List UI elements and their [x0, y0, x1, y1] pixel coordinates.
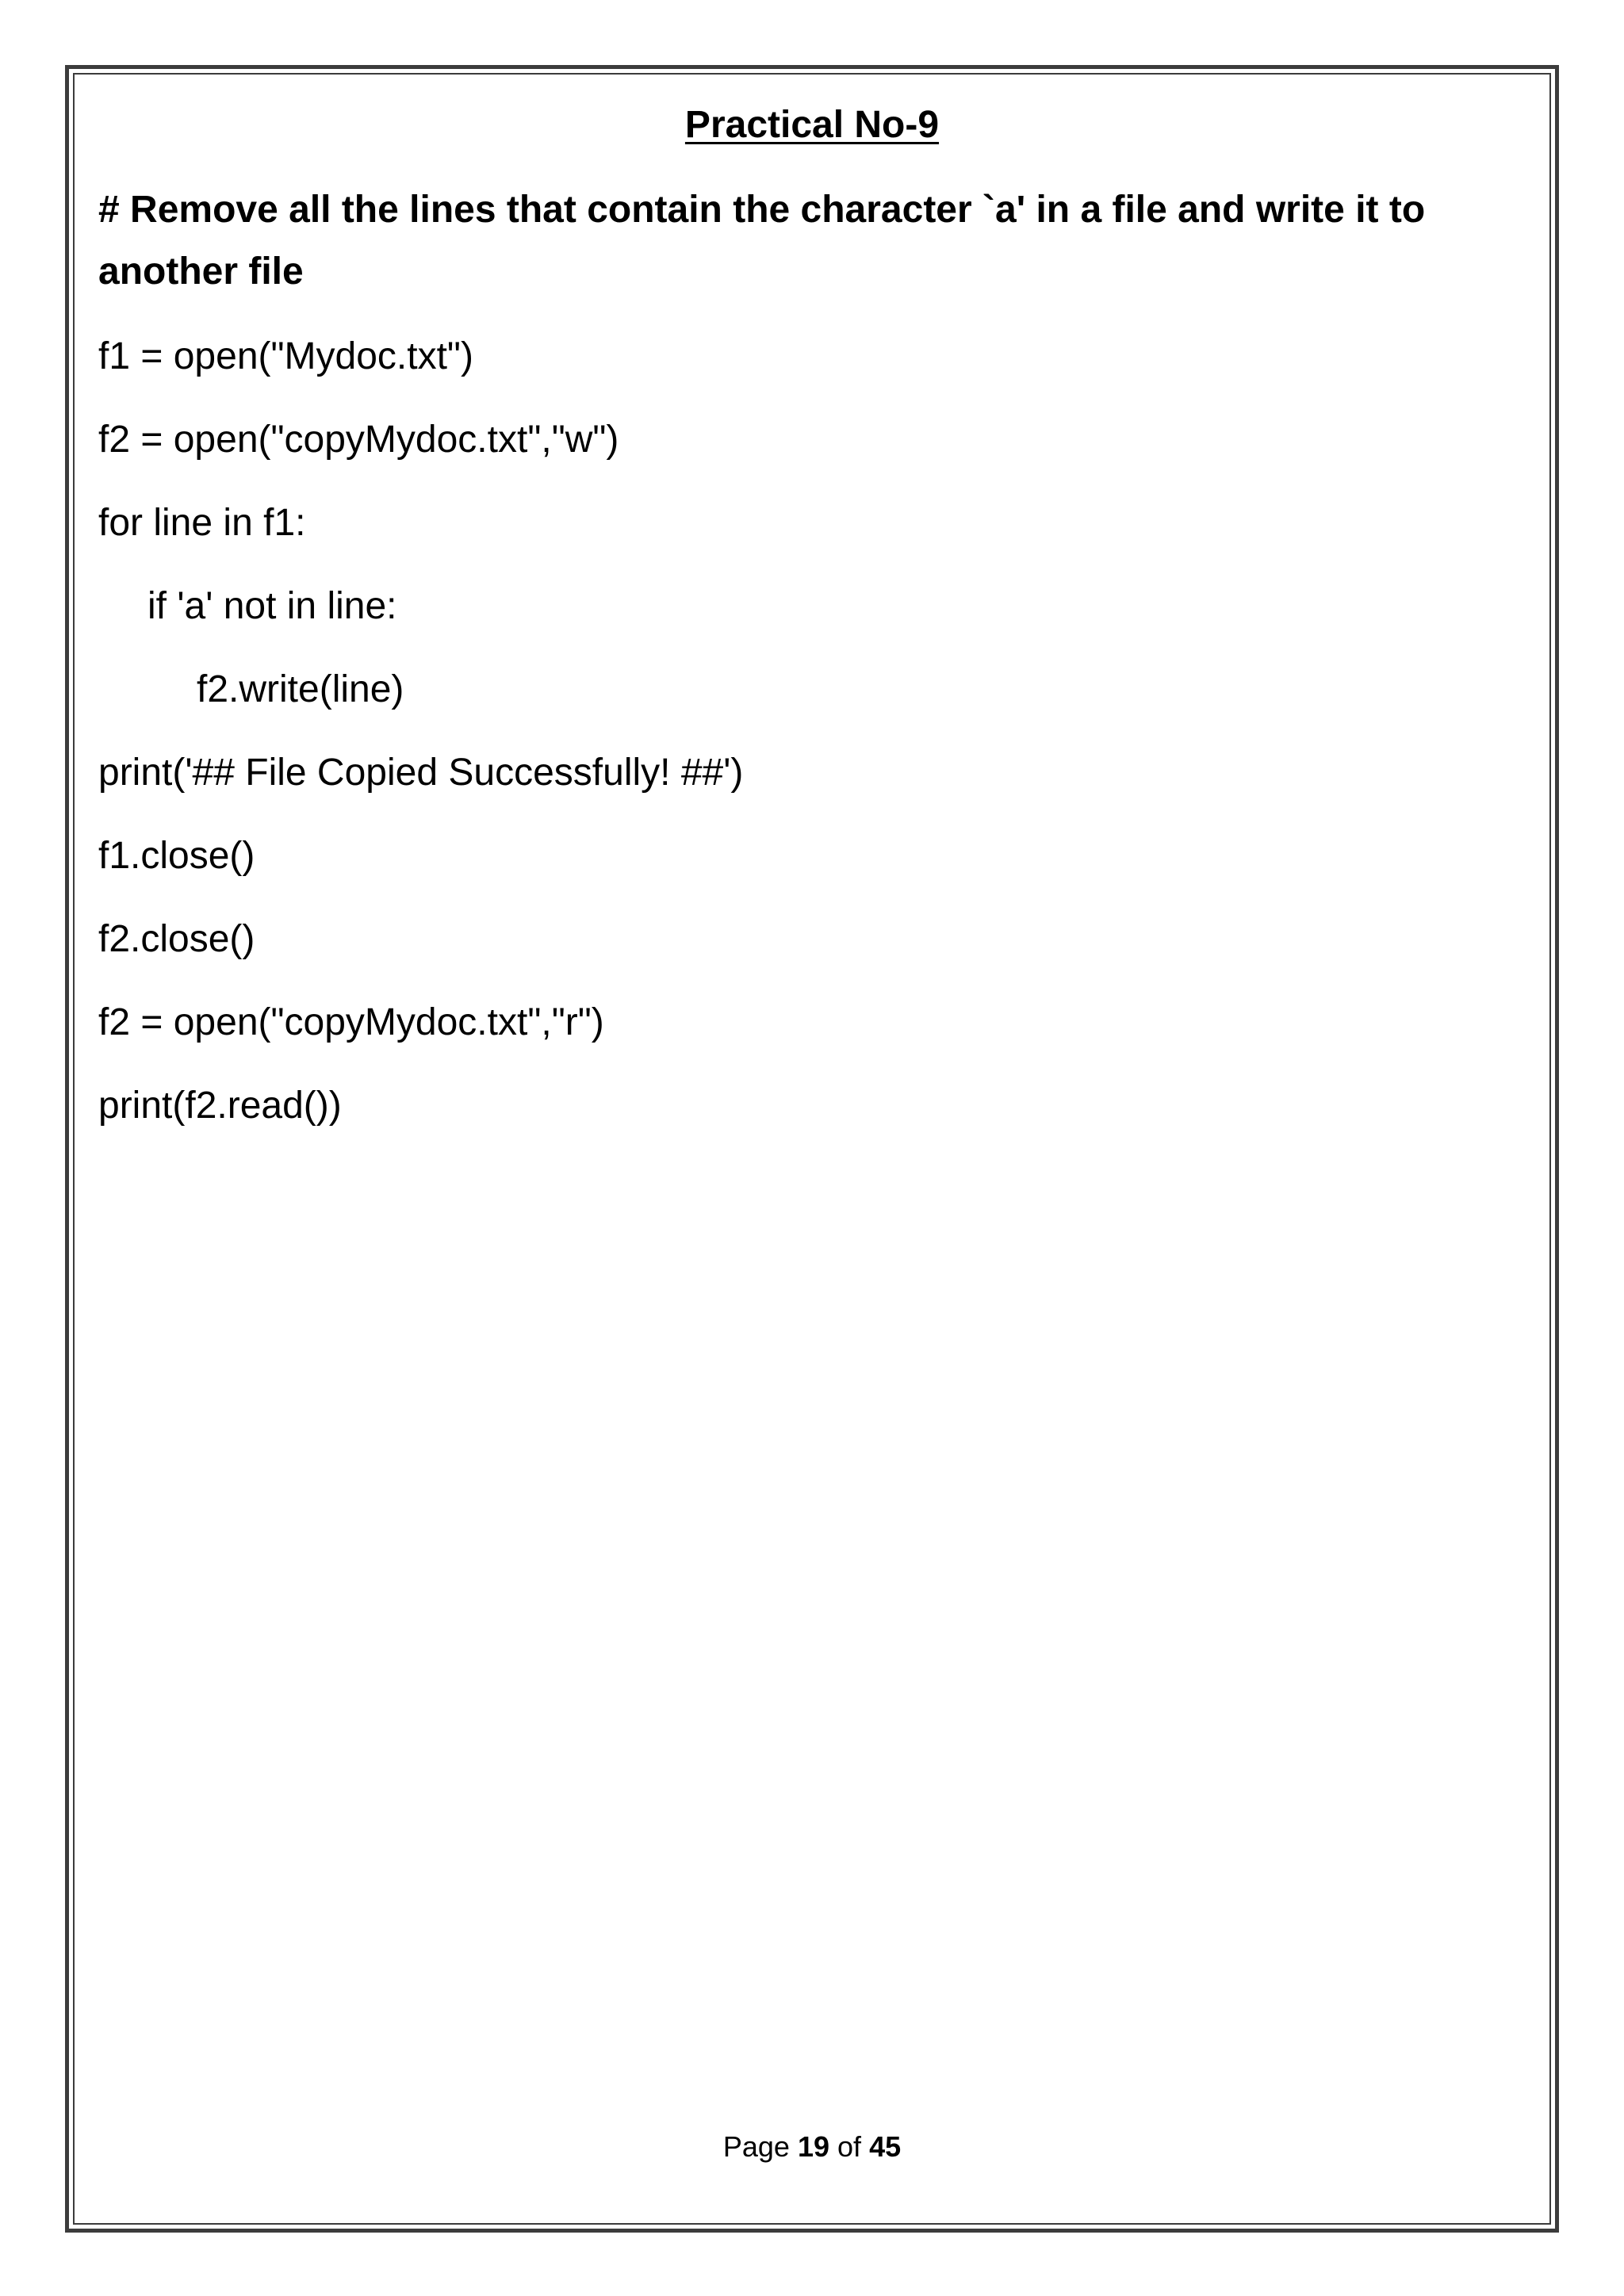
code-line: print(f2.read()) — [98, 1085, 342, 1127]
code-line: f2 = open("copyMydoc.txt","w") — [98, 419, 619, 461]
code-line: if 'a' not in line: — [147, 585, 397, 627]
footer-page-word: Page — [722, 2130, 790, 2163]
footer-current-page: 19 — [797, 2130, 830, 2163]
footer-total-pages: 45 — [869, 2130, 902, 2163]
section-heading: # Remove all the lines that contain the character `a' in a file and write it to another file — [98, 189, 1426, 293]
code-line: f1 = open("Mydoc.txt") — [98, 335, 473, 377]
code-line: print('## File Copied Successfully! ##') — [98, 752, 744, 794]
page-footer — [0, 2128, 1624, 2166]
code-line: f1.close() — [98, 835, 255, 877]
code-line: f2 = open("copyMydoc.txt","r") — [98, 1001, 604, 1043]
code-line: f2.close() — [98, 918, 255, 960]
code-line: for line in f1: — [98, 502, 306, 544]
footer-of-word: of — [837, 2130, 862, 2163]
code-line: f2.write(line) — [197, 668, 404, 710]
page-title: Practical No-9 — [684, 104, 940, 146]
page-border-inner — [73, 73, 1551, 2225]
